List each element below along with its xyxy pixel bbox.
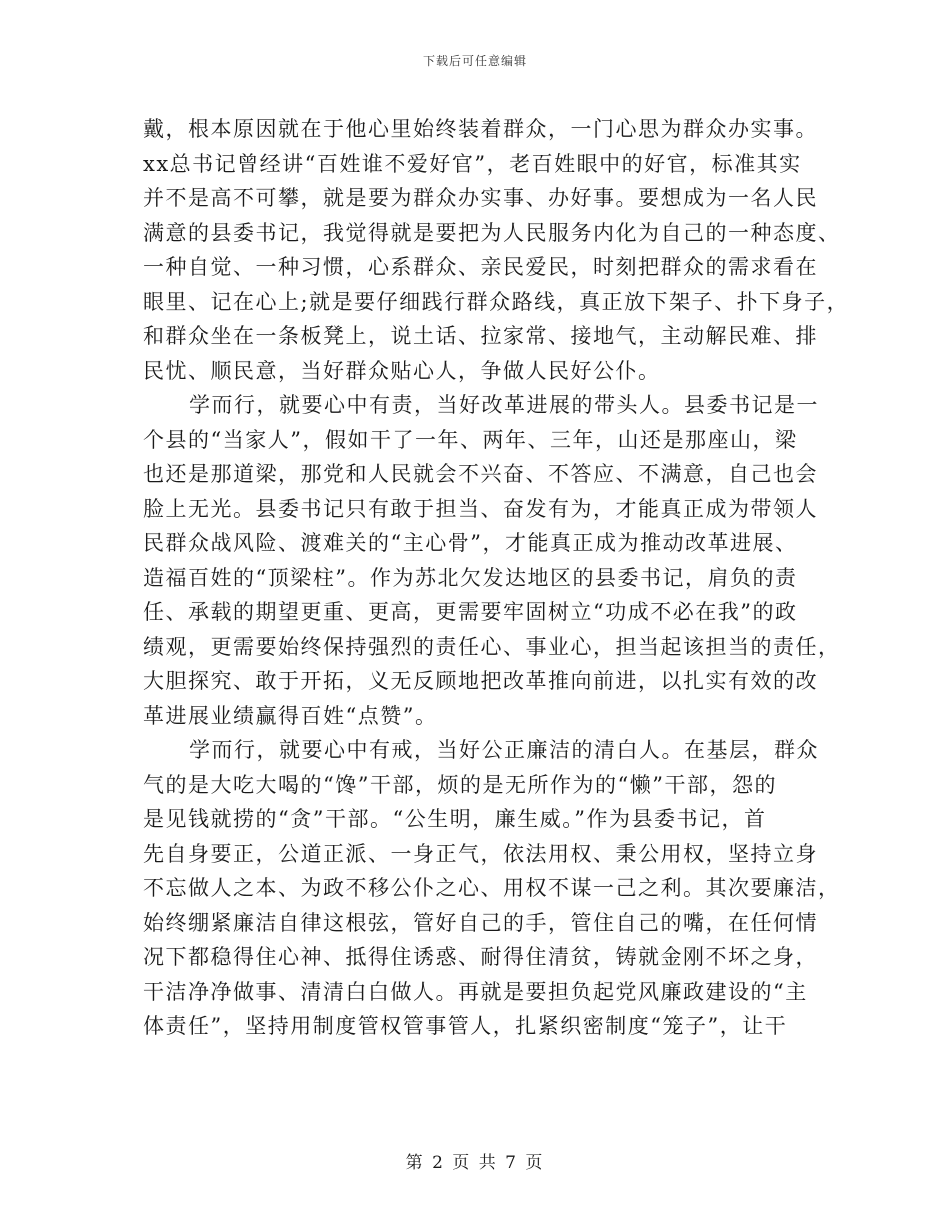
text-line: 气的是大吃大喝的“馋”干部，烦的是无所作为的“懒”干部，怨的	[143, 772, 777, 797]
text-line: 民群众战风险、渡难关的“主心骨”，才能真正成为推动改革进展、	[143, 531, 798, 555]
page-header: 下载后可任意编辑	[422, 54, 527, 68]
text-line: 大胆探究、敢于开拓，义无反顾地把改革推向前进，以扎实有效的改	[143, 669, 818, 693]
text-line: 是见钱就捞的“贪”干部。“公生明，廉生威。”作为县委书记，首	[143, 807, 767, 831]
text-line: 任、承载的期望更重、更高，更需要牢固树立“功成不必在我”的政	[143, 600, 798, 624]
paragraph-start-line: 学而行，就要心中有戒，当好公正廉洁的清白人。在基层，群众	[189, 738, 819, 762]
text-line: 并不是高不可攀，就是要为群众办实事、办好事。要想成为一名人民	[143, 186, 818, 210]
text-line: 体责任”，坚持用制度管权管事管人，扎紧织密制度“笼子”，让干	[143, 1014, 788, 1038]
text-line: 也还是那道梁，那党和人民就会不兴奋、不答应、不满意，自己也会	[143, 462, 818, 486]
text-line: 戴，根本原因就在于他心里始终装着群众，一门心思为群众办实事。	[143, 117, 818, 141]
text-line: 造福百姓的“顶梁柱”。作为苏北欠发达地区的县委书记，肩负的责	[143, 565, 798, 590]
text-line: 始终绷紧廉洁自律这根弦，管好自己的手，管住自己的嘴，在任何情	[143, 910, 818, 935]
text-line: 况下都稳得住心神、抵得住诱惑、耐得住清贫，铸就金刚不坏之身，	[143, 945, 818, 969]
text-line: 满意的县委书记，我觉得就是要把为人民服务内化为自己的一种态度、	[143, 220, 841, 245]
text-line: 一种自觉、一种习惯，心系群众、亲民爱民，时刻把群众的需求看在	[143, 255, 818, 279]
document-body	[143, 112, 850, 1044]
text-line: 绩观，更需要始终保持强烈的责任心、事业心，担当起该担当的责任，	[143, 634, 841, 659]
text-line: 先自身要正，公道正派、一身正气，依法用权、秉公用权，坚持立身	[143, 841, 818, 866]
text-line: 不忘做人之本、为政不移公仆之心、用权不谋一己之利。其次要廉洁，	[143, 876, 841, 900]
text-line: xx总书记曾经讲“百姓谁不爱好官”，老百姓眼中的好官，标准其实	[143, 151, 802, 176]
text-line: 民忧、顺民意，当好群众贴心人，争做人民好公仆。	[143, 358, 661, 383]
page-number-footer: 第 2 页 共 7 页	[405, 1153, 545, 1173]
text-line: 个县的“当家人”，假如干了一年、两年、三年，山还是那座山，梁	[143, 427, 798, 452]
text-line: 干洁净净做事、清清白白做人。再就是要担负起党风廉政建设的“主	[143, 979, 808, 1004]
text-line: 脸上无光。县委书记只有敢于担当、奋发有为，才能真正成为带领人	[143, 496, 818, 521]
text-line: 眼里、记在心上;就是要仔细践行群众路线，真正放下架子、扑下身子，	[143, 289, 850, 314]
paragraph-start-line: 学而行，就要心中有责，当好改革进展的带头人。县委书记是一	[189, 393, 819, 417]
text-line: 革进展业绩赢得百姓“点赞”。	[143, 703, 438, 728]
text-line: 和群众坐在一条板凳上，说土话、拉家常、接地气，主动解民难、排	[143, 324, 818, 348]
